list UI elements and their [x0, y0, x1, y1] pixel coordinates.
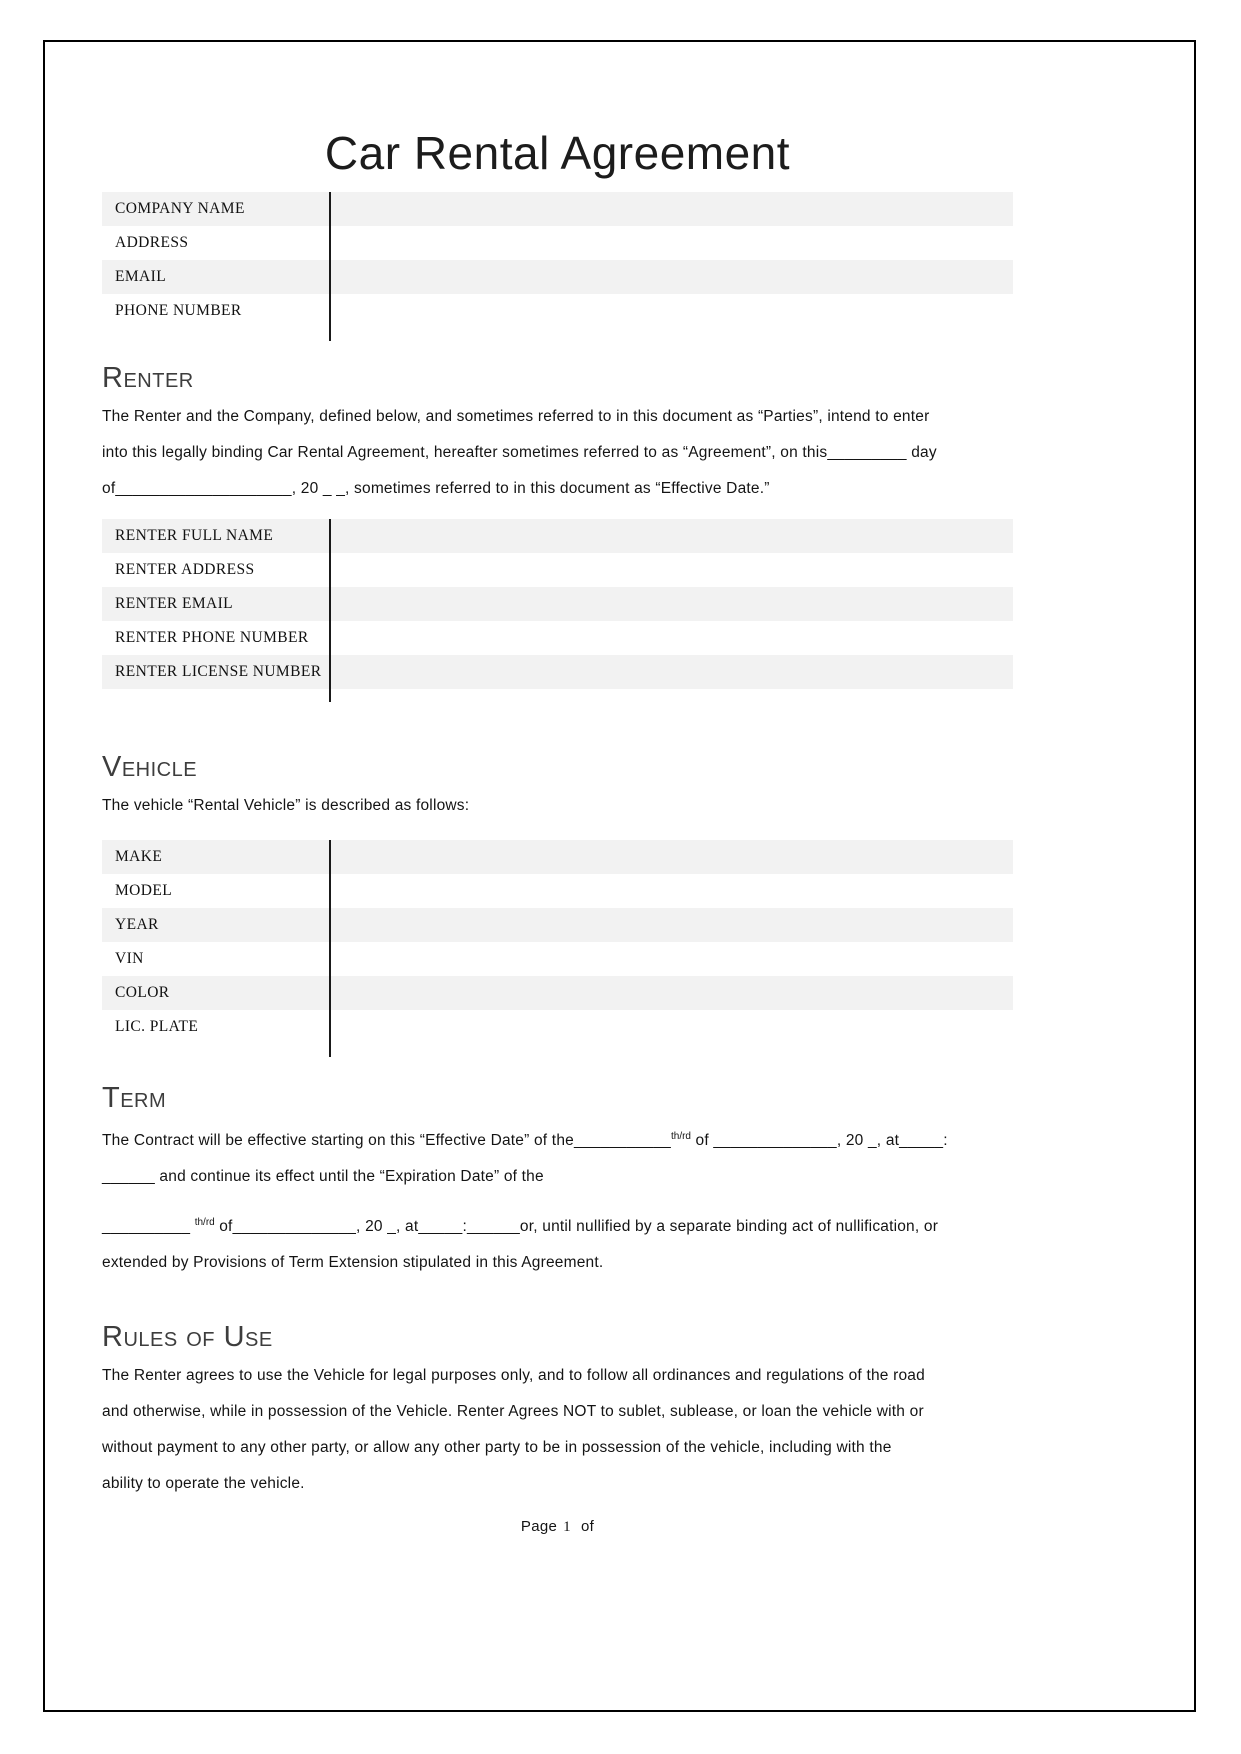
company-address-value[interactable] — [329, 226, 1013, 260]
renter-address-label: RENTER ADDRESS — [115, 561, 255, 578]
paragraph-line: of____________________, 20 _ _, sometimes referred to in this document as “Effective Date.” — [102, 480, 770, 497]
vehicle-vin-label: VIN — [115, 950, 144, 967]
paragraph-line: without payment to any other party, or allow any other party to be in possession of the vehicle, including with the — [102, 1439, 892, 1457]
term-line1-text: The Contract will be effective starting on this “Effective Date” of the___________ — [102, 1132, 671, 1150]
renter-email-label: RENTER EMAIL — [115, 595, 234, 612]
vehicle-make-label: MAKE — [115, 848, 163, 865]
table-row — [102, 294, 1013, 328]
page-content — [102, 42, 1013, 1536]
table-row — [102, 976, 1013, 1010]
table-row — [102, 1010, 1013, 1044]
vehicle-color-label: COLOR — [115, 984, 170, 1001]
rules-paragraph — [102, 1358, 1013, 1502]
table-row — [102, 260, 1013, 294]
company-name-label: COMPANY NAME — [115, 200, 245, 217]
section-heading-renter: Renter — [102, 362, 194, 394]
company-name-value[interactable] — [329, 192, 1013, 226]
table-row — [102, 519, 1013, 553]
renter-phone-label: RENTER PHONE NUMBER — [115, 629, 309, 646]
paragraph-line: ability to operate the vehicle. — [102, 1475, 305, 1493]
vehicle-year-value[interactable] — [329, 908, 1013, 942]
paragraph-line: into this legally binding Car Rental Agreement, hereafter sometimes referred to as “Agreement”, on this_________ day — [102, 444, 937, 461]
paragraph-line — [102, 1205, 1013, 1245]
term-paragraph — [102, 1119, 1013, 1281]
renter-full-name-label: RENTER FULL NAME — [115, 527, 274, 544]
footer-of-label: of — [580, 1518, 595, 1536]
table-row — [102, 840, 1013, 874]
vehicle-plate-value[interactable] — [329, 1010, 1013, 1044]
table-divider-line — [329, 519, 331, 702]
table-divider-line — [329, 192, 331, 341]
paragraph-line: The Renter agrees to use the Vehicle for legal purposes only, and to follow all ordinances and regulations of the road — [102, 1367, 925, 1385]
vehicle-plate-label: LIC. PLATE — [115, 1018, 199, 1035]
table-row — [102, 553, 1013, 587]
vehicle-intro-paragraph — [102, 788, 1013, 824]
page-footer — [102, 1518, 1013, 1536]
paragraph-line: extended by Provisions of Term Extension stipulated in this Agreement. — [102, 1254, 604, 1272]
renter-license-value[interactable] — [329, 655, 1013, 689]
paragraph-line: ______ and continue its effect until the “Expiration Date” of the — [102, 1168, 544, 1186]
company-email-label: EMAIL — [115, 268, 167, 285]
table-row — [102, 192, 1013, 226]
page-title: Car Rental Agreement — [324, 127, 791, 179]
table-row — [102, 655, 1013, 689]
vehicle-year-label: YEAR — [115, 916, 159, 933]
table-row — [102, 942, 1013, 976]
paragraph-line: and otherwise, while in possession of the Vehicle. Renter Agrees NOT to sublet, sublease, or loan the vehicle with or — [102, 1403, 924, 1421]
company-email-value[interactable] — [329, 260, 1013, 294]
table-row — [102, 226, 1013, 260]
page-border — [43, 40, 1196, 1712]
ordinal-superscript: th/rd — [194, 1217, 215, 1229]
term-line3-text: __________ — [102, 1218, 195, 1236]
paragraph-line — [102, 1119, 1013, 1159]
paragraph-line: The vehicle “Rental Vehicle” is described as follows: — [102, 797, 470, 814]
footer-page-number: 1 — [563, 1519, 571, 1536]
table-row — [102, 621, 1013, 655]
renter-full-name-value[interactable] — [329, 519, 1013, 553]
company-info-table — [102, 192, 1013, 328]
vehicle-make-value[interactable] — [329, 840, 1013, 874]
renter-email-value[interactable] — [329, 587, 1013, 621]
section-heading-term: Term — [102, 1082, 167, 1114]
renter-license-label: RENTER LICENSE NUMBER — [115, 663, 322, 680]
section-heading-rules-of-use: Rules of Use — [102, 1321, 273, 1354]
vehicle-model-label: MODEL — [115, 882, 173, 899]
vehicle-model-value[interactable] — [329, 874, 1013, 908]
renter-info-table — [102, 519, 1013, 689]
vehicle-vin-value[interactable] — [329, 942, 1013, 976]
renter-address-value[interactable] — [329, 553, 1013, 587]
term-line1-text: of ______________, 20 _, at_____: — [691, 1132, 948, 1150]
ordinal-superscript: th/rd — [670, 1131, 691, 1142]
table-divider-line — [329, 840, 331, 1057]
renter-intro-paragraph — [102, 399, 1013, 507]
vehicle-color-value[interactable] — [329, 976, 1013, 1010]
table-row — [102, 874, 1013, 908]
table-row — [102, 908, 1013, 942]
table-row — [102, 587, 1013, 621]
section-heading-vehicle: Vehicle — [102, 751, 198, 783]
company-address-label: ADDRESS — [115, 234, 189, 251]
renter-phone-value[interactable] — [329, 621, 1013, 655]
term-line3-text: of______________, 20 _, at_____:______or, until nullified by a separate binding act of nullification, or — [214, 1218, 939, 1236]
company-phone-value[interactable] — [329, 294, 1013, 328]
paragraph-line: The Renter and the Company, defined below, and sometimes referred to in this document as “Parties”, intend to enter — [102, 408, 930, 425]
footer-page-label: Page — [520, 1518, 558, 1536]
vehicle-info-table — [102, 840, 1013, 1044]
company-phone-label: PHONE NUMBER — [115, 302, 242, 319]
